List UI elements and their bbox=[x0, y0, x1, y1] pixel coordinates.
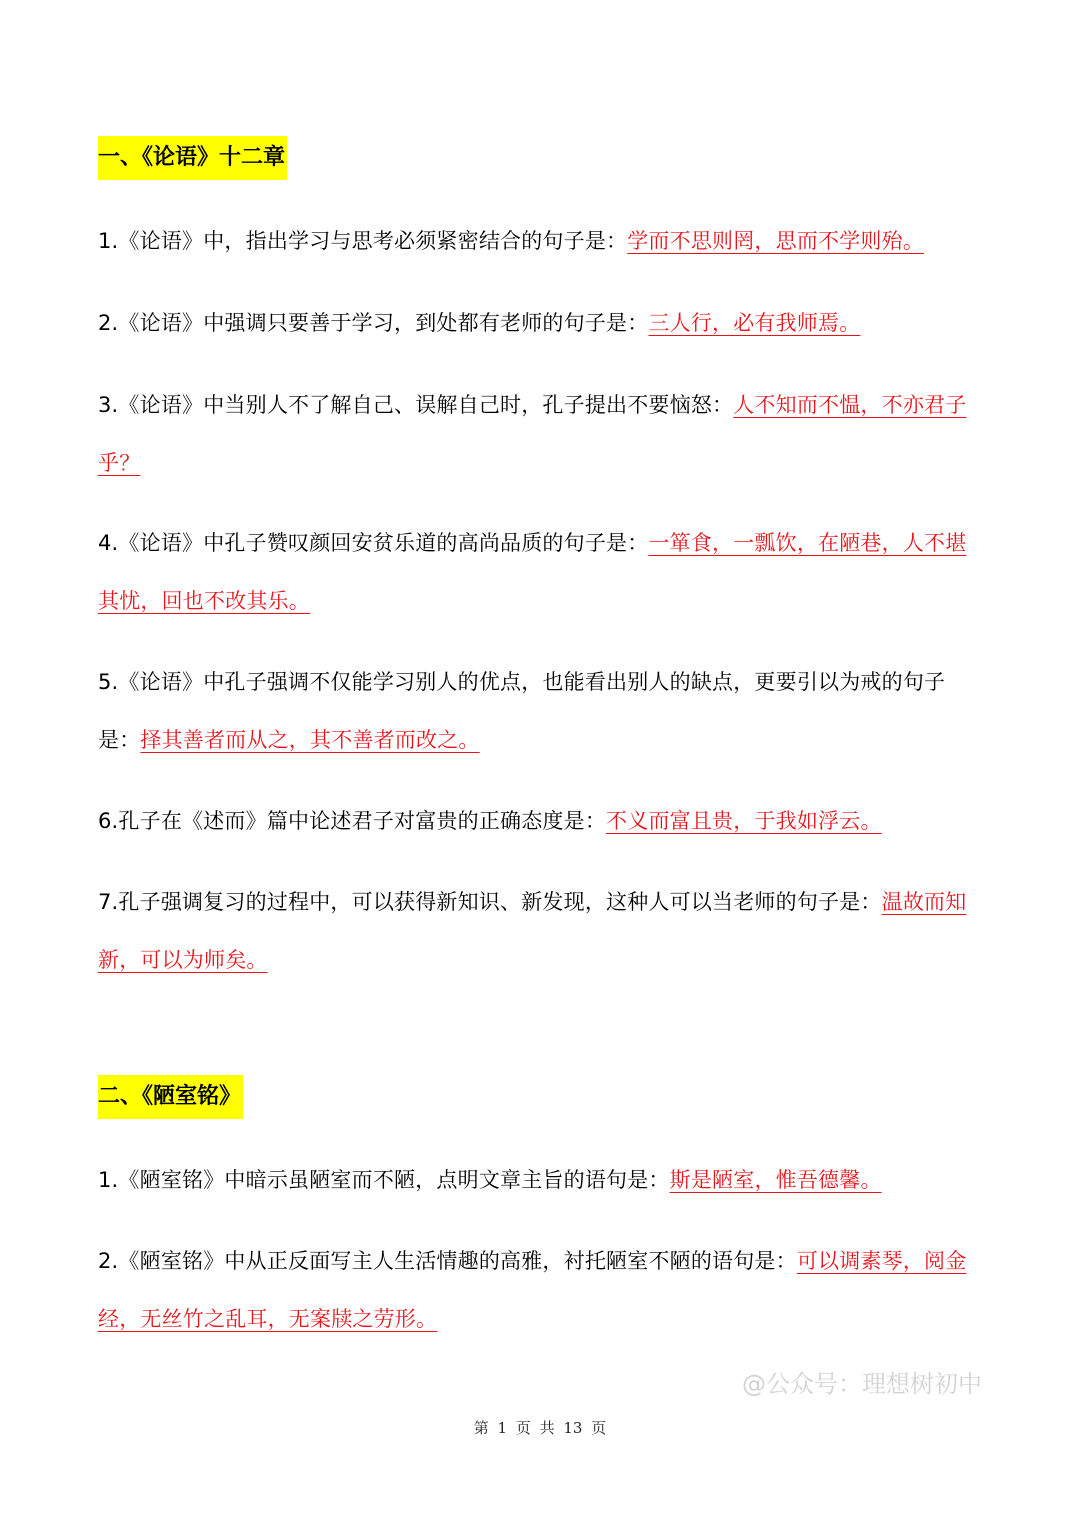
list-item bbox=[98, 873, 984, 989]
list-item bbox=[98, 792, 984, 850]
answer-text: 择其善者而从之，其不善者而改之。 bbox=[140, 728, 480, 752]
question-text: 1.《论语》中，指出学习与思考必须紧密结合的句子是： bbox=[98, 229, 628, 253]
section-heading-lunyu: 一、《论语》十二章 bbox=[98, 136, 287, 180]
question-text: 7.孔子强调复习的过程中，可以获得新知识、新发现，这种人可以当老师的句子是： bbox=[98, 890, 882, 914]
list-item bbox=[98, 1151, 984, 1209]
question-text: 2.《陋室铭》中从正反面写主人生活情趣的高雅，衬托陋室不陋的语句是： bbox=[98, 1249, 797, 1273]
list-item bbox=[98, 376, 984, 492]
page-footer: 第 1 页 共 13 页 bbox=[473, 1419, 607, 1437]
question-text: 1.《陋室铭》中暗示虽陋室而不陋，点明文章主旨的语句是： bbox=[98, 1168, 670, 1192]
answer-text: 三人行，必有我师焉。 bbox=[648, 311, 861, 335]
question-text: 5.《论语》中孔子强调不仅能学习别人的优点，也能看出别人的缺点，更要引以为戒的句子是： bbox=[98, 670, 946, 752]
question-text: 6.孔子在《述而》篇中论述君子对富贵的正确态度是： bbox=[98, 809, 607, 833]
answer-text: 可以调素琴，阅金经，无丝竹之乱耳，无案牍之劳形。 bbox=[98, 1249, 967, 1331]
answer-text: 温故而知新，可以为师矣。 bbox=[98, 890, 967, 972]
section-heading-loushiming: 二、《陋室铭》 bbox=[98, 1075, 243, 1119]
answer-text: 斯是陋室，惟吾德馨。 bbox=[669, 1168, 882, 1192]
list-item bbox=[98, 1232, 984, 1348]
list-item bbox=[98, 514, 984, 630]
answer-text: 不义而富且贵，于我如浮云。 bbox=[606, 809, 882, 833]
list-item bbox=[98, 653, 984, 769]
watermark: @公众号：理想树初中 bbox=[742, 1370, 982, 1398]
answer-text: 一箪食，一瓢饮，在陋巷，人不堪其忧，回也不改其乐。 bbox=[98, 531, 967, 613]
answer-text: 人不知而不愠，不亦君子乎？ bbox=[98, 393, 967, 475]
list-item bbox=[98, 212, 984, 270]
question-text: 2.《论语》中强调只要善于学习，到处都有老师的句子是： bbox=[98, 311, 649, 335]
question-text: 3.《论语》中当别人不了解自己、误解自己时，孔子提出不要恼怒： bbox=[98, 393, 734, 417]
question-text: 4.《论语》中孔子赞叹颜回安贫乐道的高尚品质的句子是： bbox=[98, 531, 649, 555]
list-item bbox=[98, 294, 984, 352]
answer-text: 学而不思则罔，思而不学则殆。 bbox=[627, 229, 925, 253]
